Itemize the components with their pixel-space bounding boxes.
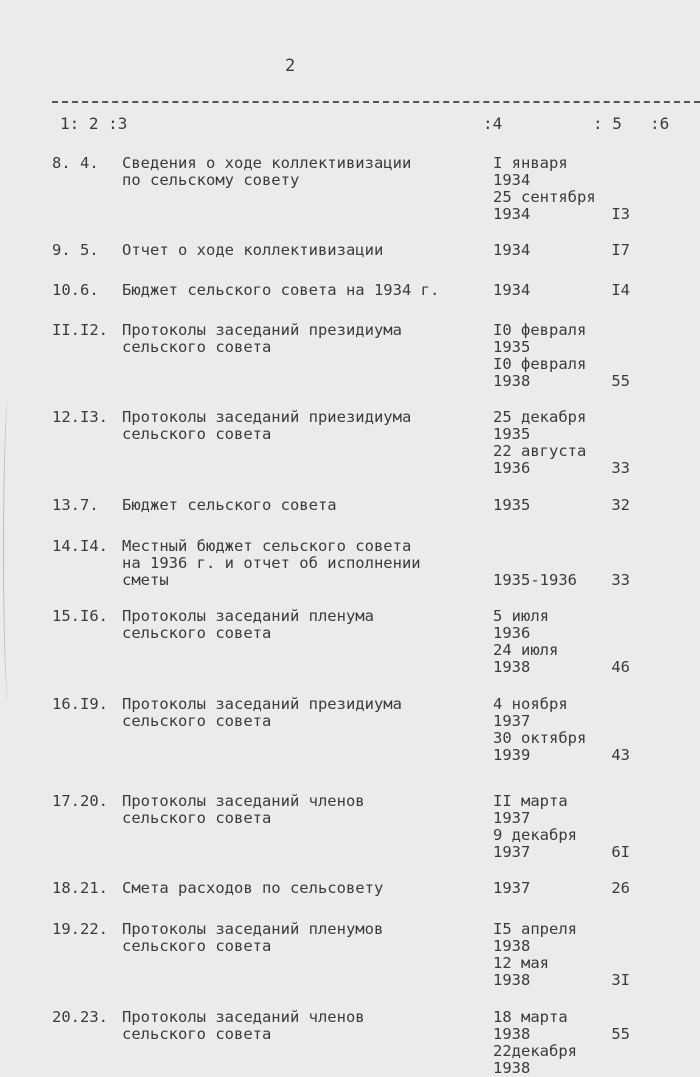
- entry-dates: [493, 409, 586, 477]
- entry-dates: [493, 155, 596, 223]
- entry-title: [122, 608, 374, 642]
- entry-date-line: I5 апреля: [493, 920, 577, 938]
- entry-sheet-count: I3: [611, 205, 630, 223]
- entry-title: [122, 696, 402, 730]
- entry-dates: [493, 242, 530, 259]
- entry-number: 16.I9.: [52, 695, 108, 713]
- entry-dates: [493, 608, 558, 676]
- entry-number: 14.I4.: [52, 537, 108, 555]
- entry-dates: [493, 921, 577, 989]
- entry-number: 17.20.: [52, 792, 108, 810]
- entry-dates: [493, 538, 577, 589]
- entry-dates: [493, 497, 530, 514]
- entry-date-line: 1937: [493, 843, 531, 861]
- entry-date-line: 18 марта: [493, 1008, 568, 1026]
- entry-title: [122, 1009, 365, 1043]
- column-header-4: :4: [483, 114, 503, 133]
- entry-date-line: 1939: [493, 746, 531, 764]
- entry-title-line: Протоколы заседаний президиума: [122, 321, 402, 339]
- header-divider: [52, 101, 700, 103]
- entry-title: [122, 793, 365, 827]
- entry-date-line: [493, 538, 577, 555]
- entry-title-line: сельского совета: [122, 624, 272, 642]
- entry-date-line: 1934: [493, 205, 531, 223]
- entry-sheet-count: 3I: [611, 971, 630, 989]
- entry-sheet-count: 32: [611, 496, 630, 514]
- column-header-6: :6: [650, 114, 670, 133]
- entry-sheet-count: 33: [611, 459, 630, 477]
- entry-title-line: по сельскому совету: [122, 171, 300, 189]
- entry-title: [122, 155, 411, 189]
- entry-dates: [493, 696, 586, 764]
- entry-title-line: сельского совета: [122, 937, 272, 955]
- entry-date-line: 25 сентября: [493, 188, 596, 206]
- entry-date-line: 1934: [493, 171, 531, 189]
- entry-date-line: 1935: [493, 425, 531, 443]
- entry-date-line: 1936: [493, 459, 531, 477]
- entry-title: [122, 322, 402, 356]
- entry-date-line: 1934: [493, 281, 531, 299]
- entry-title-line: сельского совета: [122, 1025, 272, 1043]
- entry-dates: [493, 880, 530, 897]
- entry-number: 13.7.: [52, 496, 99, 514]
- entry-title-line: Протоколы заседаний членов: [122, 792, 365, 810]
- entry-title-line: Бюджет сельского совета на 1934 г.: [122, 281, 440, 299]
- entry-sheet-count: 55: [611, 372, 630, 390]
- margin-mark: [3, 400, 14, 700]
- entry-date-line: 22декабря: [493, 1042, 577, 1060]
- entry-title: [122, 282, 439, 299]
- entry-title: [122, 409, 411, 443]
- entry-date-line: I0 февраля: [493, 321, 587, 339]
- entry-date-line: 1938: [493, 372, 531, 390]
- entry-number: 19.22.: [52, 920, 108, 938]
- entry-sheet-count: 26: [611, 879, 630, 897]
- column-header-5: : 5: [593, 114, 622, 133]
- entry-date-line: [493, 555, 577, 572]
- entry-title-line: Отчет о ходе коллективизации: [122, 241, 384, 259]
- entry-title-line: Протоколы заседаний пленумов: [122, 920, 384, 938]
- entry-title-line: Протоколы заседаний членов: [122, 1008, 365, 1026]
- entry-date-line: I0 февраля: [493, 355, 587, 373]
- entry-date-line: 1936: [493, 624, 531, 642]
- entry-dates: [493, 322, 586, 390]
- entry-date-line: 4 ноября: [493, 695, 568, 713]
- entry-sheet-count: I7: [611, 241, 630, 259]
- entry-title-line: Протоколы заседаний приезидиума: [122, 408, 412, 426]
- entry-dates: [493, 282, 530, 299]
- entry-title-line: на 1936 г. и отчет об исполнении: [122, 554, 421, 572]
- entry-sheet-count: 55: [611, 1025, 630, 1043]
- entry-date-line: 5 июля: [493, 607, 549, 625]
- entry-title-line: сельского совета: [122, 425, 272, 443]
- entry-sheet-count: I4: [611, 281, 630, 299]
- entry-number: II.I2.: [52, 321, 108, 339]
- entry-title: [122, 497, 337, 514]
- entry-title-line: Бюджет сельского совета: [122, 496, 337, 514]
- entry-number: 20.23.: [52, 1008, 108, 1026]
- page-number: 2: [285, 56, 296, 76]
- entry-date-line: 9 декабря: [493, 826, 577, 844]
- entry-number: 15.I6.: [52, 607, 108, 625]
- entry-title-line: сельского совета: [122, 712, 272, 730]
- entry-title-line: Местный бюджет сельского совета: [122, 537, 412, 555]
- entry-date-line: 25 декабря: [493, 408, 587, 426]
- entry-title-line: сельского совета: [122, 809, 272, 827]
- entry-date-line: 1938: [493, 937, 531, 955]
- entry-dates: [493, 1009, 577, 1077]
- entry-sheet-count: 43: [611, 746, 630, 764]
- entry-sheet-count: 33: [611, 571, 630, 589]
- entry-title-line: сельского совета: [122, 338, 272, 356]
- entry-date-line: 1935: [493, 496, 531, 514]
- entry-date-line: 1937: [493, 879, 531, 897]
- entry-title-line: сметы: [122, 571, 169, 589]
- entry-number: 9. 5.: [52, 241, 99, 259]
- entry-date-line: 30 октября: [493, 729, 587, 747]
- entry-title: [122, 242, 383, 259]
- entry-title-line: Смета расходов по сельсовету: [122, 879, 384, 897]
- entry-title-line: Сведения о ходе коллективизации: [122, 154, 412, 172]
- entry-date-line: 1938: [493, 1025, 531, 1043]
- entry-title: [122, 921, 383, 955]
- entry-date-line: 1935: [493, 338, 531, 356]
- entry-date-line: 1935-1936: [493, 571, 577, 589]
- entry-date-line: 1938: [493, 971, 531, 989]
- entry-number: 10.6.: [52, 281, 99, 299]
- entry-dates: [493, 793, 577, 861]
- entry-title-line: Протоколы заседаний пленума: [122, 607, 374, 625]
- entry-date-line: 1938: [493, 658, 531, 676]
- entry-date-line: 1938: [493, 1059, 531, 1077]
- entry-number: 12.I3.: [52, 408, 108, 426]
- entry-date-line: 22 августа: [493, 442, 587, 460]
- entry-date-line: II марта: [493, 792, 568, 810]
- entry-title: [122, 538, 421, 589]
- column-header-1-3: 1: 2 :3: [60, 114, 128, 133]
- entry-date-line: 1934: [493, 241, 531, 259]
- entry-date-line: 12 мая: [493, 954, 549, 972]
- entry-sheet-count: 46: [611, 658, 630, 676]
- entry-number: 18.21.: [52, 879, 108, 897]
- entry-date-line: 24 июля: [493, 641, 559, 659]
- entry-date-line: 1937: [493, 809, 531, 827]
- entry-title: [122, 880, 383, 897]
- entry-date-line: I января: [493, 154, 568, 172]
- entry-date-line: 1937: [493, 712, 531, 730]
- entry-number: 8. 4.: [52, 154, 99, 172]
- entry-sheet-count: 6I: [611, 843, 630, 861]
- entry-title-line: Протоколы заседаний президиума: [122, 695, 402, 713]
